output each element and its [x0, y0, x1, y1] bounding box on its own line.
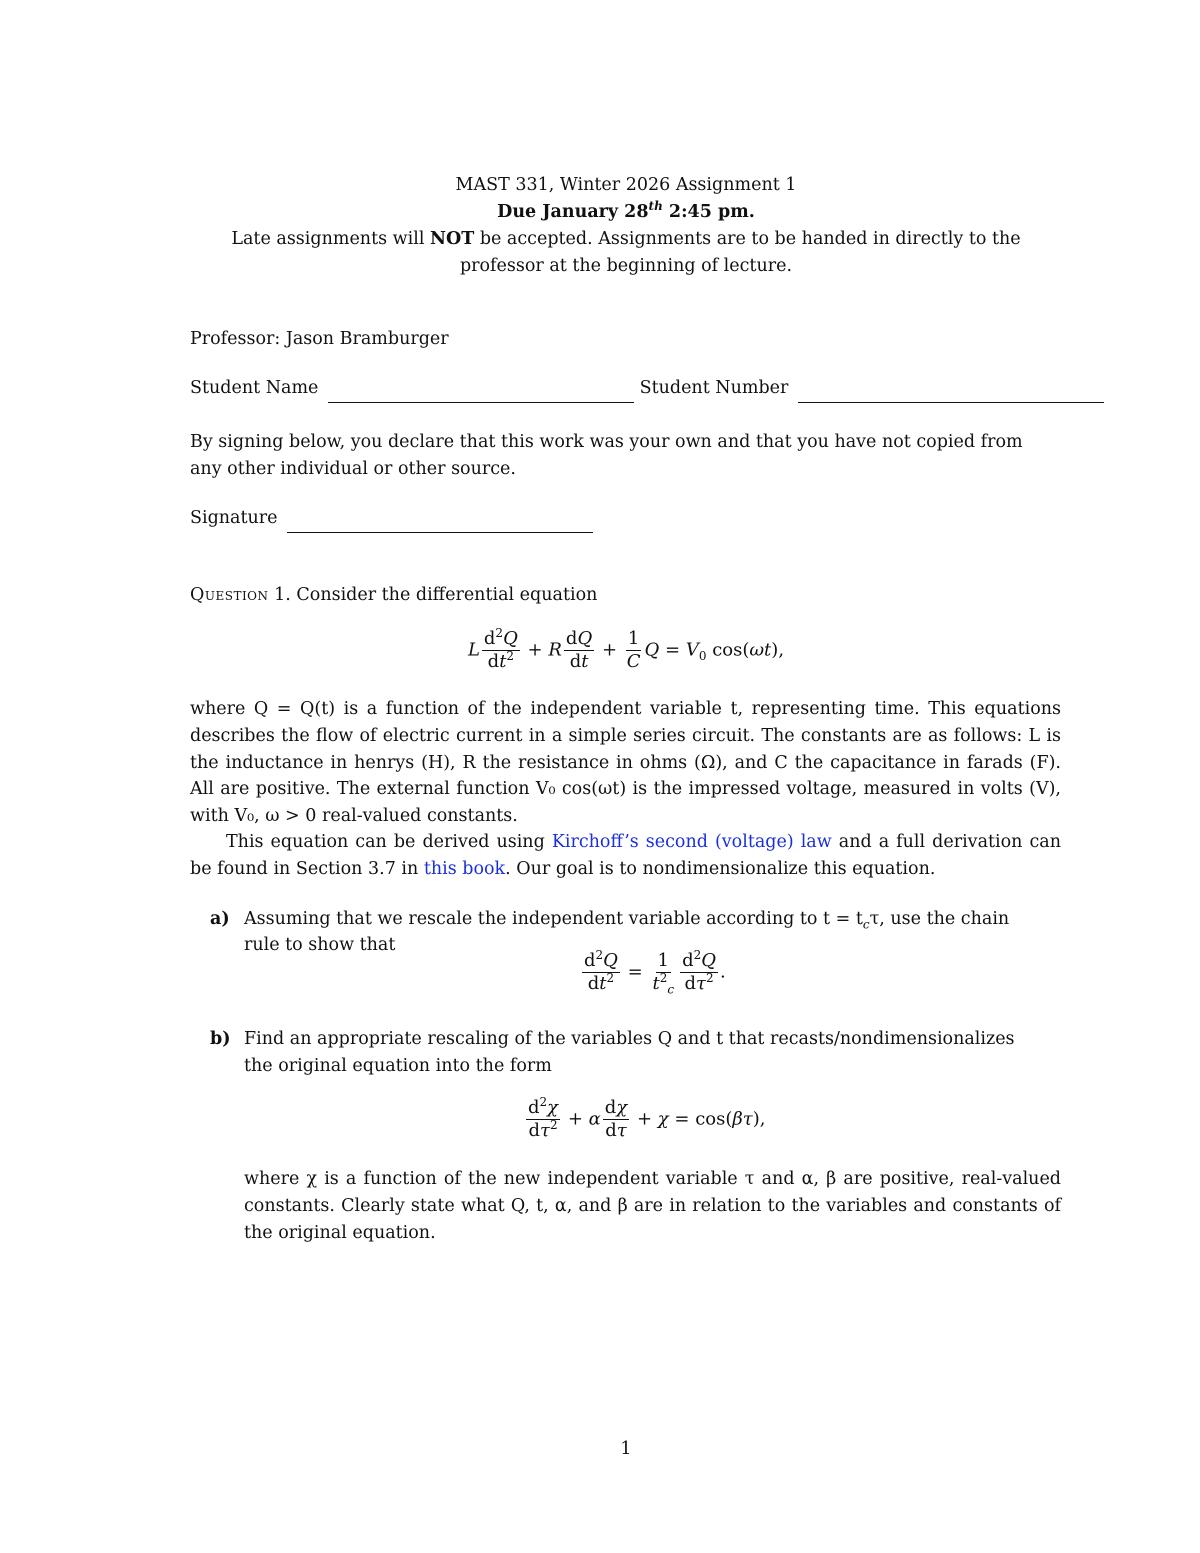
part-b-label: b) [210, 1029, 231, 1049]
signature-field[interactable] [287, 505, 593, 533]
student-number-field[interactable] [798, 375, 1104, 403]
signature-label: Signature [190, 508, 278, 528]
part-b-line2: the original equation into the form [244, 1056, 552, 1076]
declaration-line1: By signing below, you declare that this work was your own and that you have not copied from [190, 432, 1023, 452]
part-b-after: where χ is a function of the new independent variable τ and α, β are positive, real-valued constants. Clearly state what Q, t, α, and β are in relation to the variables and constants of the original equation. [244, 1169, 1061, 1243]
part-a-equation: $\frac{d^2Q}{dt^2}$ = $\frac{1}{t^2_c}$ $\frac{d^2Q}{d\tau^2}$ . [584, 948, 726, 997]
due-date: Due January 28th 2:45 pm. [497, 199, 755, 222]
declaration-line2: any other individual or other source. [190, 459, 516, 479]
student-name-label: Student Name [190, 378, 319, 398]
assignment-title: MAST 331, Winter 2026 Assignment 1 [455, 175, 797, 195]
late-policy: Late assignments will NOT be accepted. Assignments are to be handed in directly to the [231, 229, 1021, 249]
student-number-label: Student Number [639, 378, 789, 398]
part-a-label: a) [210, 909, 230, 929]
signature-row [190, 505, 593, 533]
student-name-field[interactable] [328, 375, 634, 403]
question-body2: This equation can be derived using Kirchoff’s second (voltage) law and a full derivation can be found in Section 3.7 in this book. Our goal is to nondimensionalize this equation. [190, 832, 1061, 879]
question-number: 1. [274, 585, 291, 605]
question-heading [190, 582, 597, 609]
page-number: 1 [620, 1439, 632, 1459]
question-intro: Consider the differential equation [296, 585, 598, 605]
this-book-link[interactable]: this book [423, 858, 506, 879]
student-info-row [190, 375, 1104, 403]
question-label: Question [190, 585, 269, 605]
kirchoff-law-link[interactable]: Kirchoff’s second (voltage) law [551, 832, 832, 852]
professor-name: Professor: Jason Bramburger [190, 329, 449, 349]
part-b-line1: Find an appropriate rescaling of the variables Q and t that recasts/nondimensionalizes [244, 1029, 1015, 1049]
main-equation: L $\frac{d^2Q}{dt^2}$ + R $\frac{dQ}{dt}$ + $\frac{1}{C}$ $Q = V_0$ cos(ωt), [467, 626, 785, 672]
question-body1: where Q = Q(t) is a function of the independent variable t, representing time. This equations describes the flow of electric current in a simple series circuit. The constants are as follows: L is the inductance in henrys (H), R the resistance in ohms (Ω), and C the capacitance in farads (F). All are positive. The external function V₀ cos(ωt) is the impressed voltage, measured in volts (V), with V₀, ω > 0 real-valued constants. [190, 699, 1061, 827]
part-b-equation: $\frac{d^2\chi}{d\tau^2}$ + α $\frac{d\chi}{d\tau}$ + χ = cos(βτ), [528, 1095, 766, 1141]
part-a-line1: Assuming that we rescale the independent variable according to $t = t_c\tau$, use the chain [244, 909, 1010, 932]
part-a-line2: rule to show that [244, 935, 396, 955]
late-policy-line2: professor at the beginning of lecture. [459, 256, 793, 276]
